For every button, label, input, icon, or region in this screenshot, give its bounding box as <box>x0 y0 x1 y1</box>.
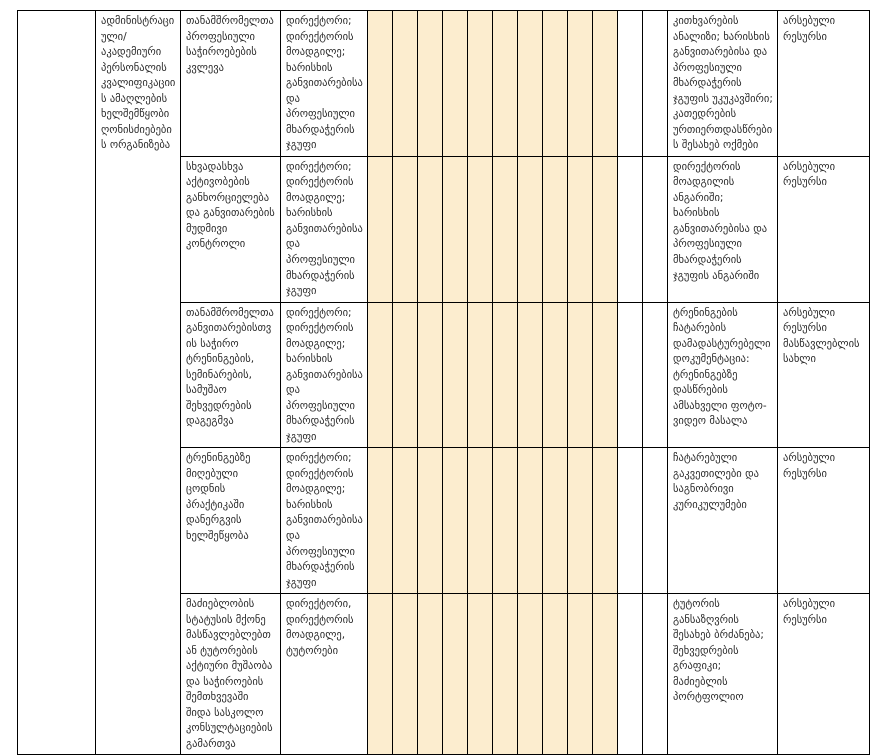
timeline-cell <box>618 11 643 157</box>
indicator-cell: კითხვარების ანალიზი; ხარისხის განვითარებისა და პროფესიული მხარდაჭერის ჯგუფის უკუკავშირი; კათედრების ურთიერთდასწრების შესახებ ოქმები <box>668 11 778 157</box>
timeline-cell <box>443 302 468 448</box>
timeline-cell <box>468 156 493 302</box>
timeline-cell <box>493 11 518 157</box>
timeline-cell <box>493 448 518 594</box>
timeline-cell <box>418 156 443 302</box>
table-row <box>18 11 870 157</box>
timeline-cell <box>418 594 443 755</box>
activity-cell: თანამშრომელთა განვითარებისთვის საჭირო ტრენინგების, სემინარების, სამუშაო შეხვედრების დაგეგმვა <box>181 302 281 448</box>
timeline-cell <box>443 594 468 755</box>
timeline-cell <box>593 448 618 594</box>
timeline-cell <box>643 594 668 755</box>
timeline-cell <box>593 156 618 302</box>
timeline-cell <box>418 11 443 157</box>
timeline-cell <box>368 156 393 302</box>
activity-cell: სხვადასხვა აქტივობების განხორციელება და განვითარების მუდმივი კონტროლი <box>181 156 281 302</box>
timeline-cell <box>518 594 543 755</box>
timeline-cell <box>468 11 493 157</box>
timeline-cell <box>618 448 643 594</box>
resource-cell: არსებული რესურსი მასწავლებლის სახლი <box>778 302 870 448</box>
indicator-cell: ტრენინგების ჩატარების დამადასტურებელი დოკუმენტაცია: ტრენინგებზე დასწრების ამსახველი ფოტო-ვიდეო მასალა <box>668 302 778 448</box>
timeline-cell <box>543 156 568 302</box>
timeline-cell <box>643 156 668 302</box>
timeline-cell <box>393 594 418 755</box>
activity-cell: ტრენინგებზე მიღებული ცოდნის პრაქტიკაში დანერგვის ხელშეწყობა <box>181 448 281 594</box>
resource-cell: არსებული რესურსი <box>778 594 870 755</box>
timeline-cell <box>518 11 543 157</box>
timeline-cell <box>518 302 543 448</box>
timeline-cell <box>443 11 468 157</box>
timeline-cell <box>593 594 618 755</box>
resource-cell: არსებული რესურსი <box>778 448 870 594</box>
timeline-cell <box>393 302 418 448</box>
timeline-cell <box>368 11 393 157</box>
timeline-cell <box>568 594 593 755</box>
category-cell <box>96 11 181 755</box>
timeline-cell <box>543 11 568 157</box>
timeline-cell <box>418 448 443 594</box>
timeline-cell <box>593 302 618 448</box>
timeline-cell <box>468 448 493 594</box>
timeline-cell <box>368 302 393 448</box>
timeline-cell <box>393 156 418 302</box>
resource-cell: არსებული რესურსი <box>778 156 870 302</box>
responsible-cell: დირექტორი, დირექტორის მოადგილე, ტუტორები <box>281 594 368 755</box>
timeline-cell <box>568 156 593 302</box>
indicator-cell: დირექტორის მოადგილის ანგარიში; ხარისხის განვითარებისა და პროფესიული მხარდაჭერის ჯგუფის ანგარიში <box>668 156 778 302</box>
timeline-cell <box>618 594 643 755</box>
activity-cell: თანამშრომელთა პროფესიული საჭიროებების კვლევა <box>181 11 281 157</box>
responsible-cell: დირექტორი; დირექტორის მოადგილე; ხარისხის განვითარებისა და პროფესიული მხარდაჭერის ჯგუფი <box>281 302 368 448</box>
timeline-cell <box>643 448 668 594</box>
timeline-cell <box>393 11 418 157</box>
timeline-cell <box>368 594 393 755</box>
timeline-cell <box>618 302 643 448</box>
indicator-cell: ჩატარებული გაკვეთილები და საგნობრივი კურიკულუმები <box>668 448 778 594</box>
indicator-cell: ტუტორის განსაზღვრის შესახებ ბრძანება; შეხვედრების გრაფიკი; მაძიებლის პორტფოლიო <box>668 594 778 755</box>
responsible-cell: დირექტორი; დირექტორის მოადგილე; ხარისხის განვითარებისა და პროფესიული მხარდაჭერის ჯგუფი <box>281 448 368 594</box>
category-text: ადმინისტრაციული/აკადემიური პერსონალის კვალიფიკაციის ამაღლების ხელშემწყობი ღონისძიებების ორგანიზება <box>101 15 176 152</box>
left-margin-cell <box>18 11 96 755</box>
activity-cell: მაძიებლობის სტატუსის მქონე მასწავლებლებთან ტუტორების აქტიური მუშაობა და საჭიროების შემთხვევაში შიდა სასკოლო კონსულტაციების გამართვა <box>181 594 281 755</box>
timeline-cell <box>568 448 593 594</box>
resource-cell: არსებული რესურსი <box>778 11 870 157</box>
timeline-cell <box>493 156 518 302</box>
timeline-cell <box>493 594 518 755</box>
timeline-cell <box>518 156 543 302</box>
timeline-cell <box>618 156 643 302</box>
timeline-cell <box>543 302 568 448</box>
responsible-cell: დირექტორი; დირექტორის მოადგილე; ხარისხის განვითარებისა და პროფესიული მხარდაჭერის ჯგუფი <box>281 156 368 302</box>
timeline-cell <box>443 156 468 302</box>
timeline-cell <box>393 448 418 594</box>
timeline-cell <box>418 302 443 448</box>
timeline-cell <box>518 448 543 594</box>
timeline-cell <box>568 11 593 157</box>
timeline-cell <box>643 302 668 448</box>
responsible-cell: დირექტორი; დირექტორის მოადგილე; ხარისხის განვითარებისა და პროფესიული მხარდაჭერის ჯგუფი <box>281 11 368 157</box>
timeline-cell <box>568 302 593 448</box>
timeline-cell <box>543 448 568 594</box>
timeline-cell <box>493 302 518 448</box>
timeline-cell <box>368 448 393 594</box>
timeline-cell <box>593 11 618 157</box>
timeline-cell <box>543 594 568 755</box>
timeline-cell <box>443 448 468 594</box>
timeline-cell <box>643 11 668 157</box>
timeline-cell <box>468 594 493 755</box>
timeline-cell <box>468 302 493 448</box>
action-plan-table <box>17 10 870 755</box>
